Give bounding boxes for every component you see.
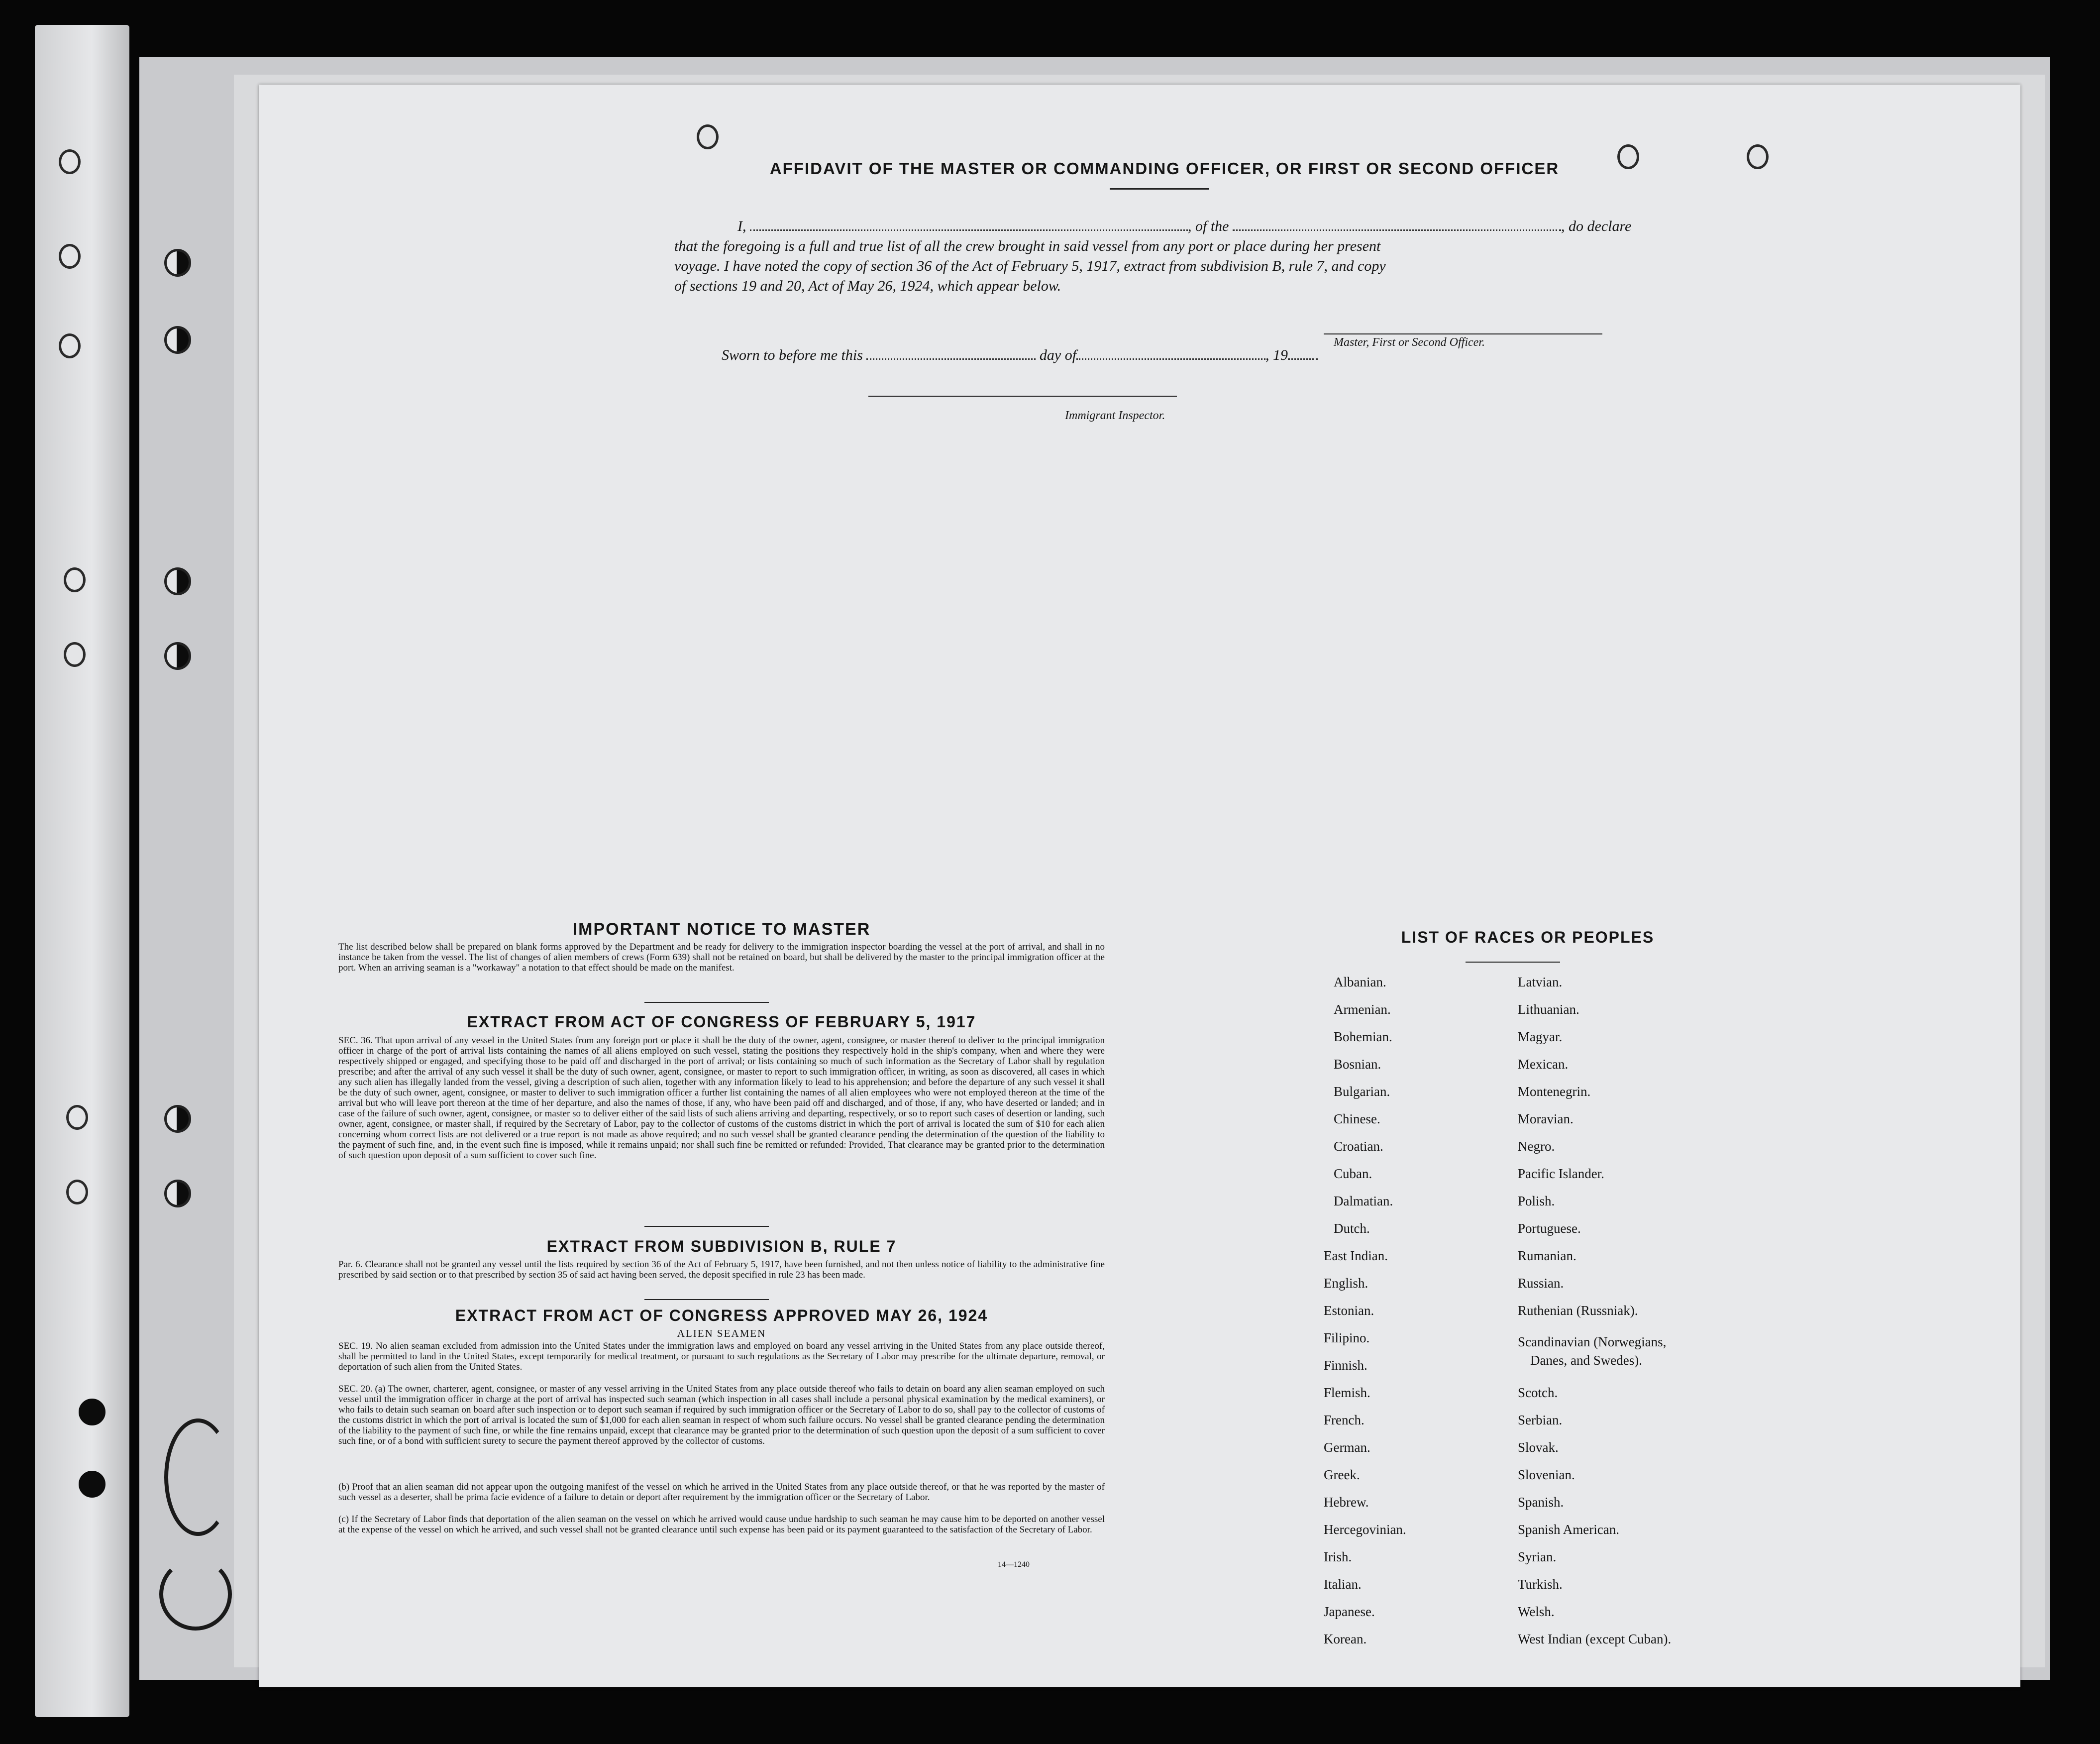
punch-hole-icon xyxy=(1747,144,1769,169)
race-item: Armenian. xyxy=(1334,1002,1391,1017)
form-number: 14—1240 xyxy=(998,1560,1030,1569)
extract-1917-text: SEC. 36. That upon arrival of any vessel in the United States from any foreign port or place it shall be the duty of the owner, agent, consignee, or master thereof to deliver to the principal immigration officer in charge of the port of arrival lists containing the names of all aliens employed on such vessel, stating the positions they respectively hold in the ship's company, when and where they were respectively shipped or engaged, and specifying those to be paid off and discharged in the port of arrival; or lists containing so much of such information as the Secretary of Labor shall by regulation prescribe; and after the arrival of any such vessel it shall be the duty of such owner, agent, consignee, or master to report to such immigration officer, in writing, as soon as discovered, all cases in which any such alien has illegally landed from the vessel, giving a description of such alien, together with any information likely to lead to his apprehension; and before the departure of any such vessel it shall be the duty of such owner, agent, consignee, or master to deliver to such immigration officer a further list containing the names of all alien employees who were not employed thereon at the time of the arrival but who will leave port thereon at the time of her departure, and also the names of those, if any, who have been paid off and discharged, and of those, if any, who have deserted or landed; and in case of the failure of such owner, agent, consignee, or master so to deliver either of the said lists of such aliens arriving and departing, respectively, or so to report such cases of desertion or landing, such owner, agent, consignee, or master shall, if required by the Secretary of Labor, pay to the collector of customs of the customs district in which the port of arrival is located the sum of $10 for each alien concerning whom correct lists are not delivered or a true report is not made as above required; and no such vessel shall be granted clearance pending the determination of the question of the liability to the payment of such fine, and, in the event such fine is imposed, while it remains unpaid; nor shall such fine be remitted or refunded: Provided, That clearance may be granted prior to the determination of such question upon deposit of a sum sufficient to cover such fine. xyxy=(338,1035,1105,1161)
divider xyxy=(644,1226,769,1227)
sworn-day-field[interactable] xyxy=(866,358,1036,360)
race-item: Finnish. xyxy=(1324,1358,1367,1373)
punch-hole-icon xyxy=(164,1180,191,1207)
race-item: West Indian (except Cuban). xyxy=(1518,1632,1672,1646)
extract-1924-sec20b: (b) Proof that an alien seaman did not appear upon the outgoing manifest of the vessel on which he arrived in the United States from any place outside thereof, or that he was reported by the master of such vessel as a deserter, shall be prima facie evidence of a failure to detain or deport after requirement by the immigration officer or the Secretary of Labor. xyxy=(338,1482,1105,1503)
race-item: Serbian. xyxy=(1518,1413,1563,1427)
inspector-signature-line[interactable] xyxy=(868,396,1177,397)
race-item: Filipino. xyxy=(1324,1330,1370,1345)
punch-hole-icon xyxy=(79,1399,105,1425)
race-item: Negro. xyxy=(1518,1139,1555,1154)
affidavit-i: I, xyxy=(737,218,746,234)
of-the-text: , of the xyxy=(1188,218,1229,234)
race-item: German. xyxy=(1324,1440,1370,1455)
ink-scribble xyxy=(164,1418,232,1536)
notice-heading: IMPORTANT NOTICE TO MASTER xyxy=(572,920,871,939)
race-item: French. xyxy=(1324,1413,1365,1427)
affidavit-title: AFFIDAVIT OF THE MASTER OR COMMANDING OFFICER, OR FIRST OR SECOND OFFICER xyxy=(769,159,1560,178)
extract-1917-heading: EXTRACT FROM ACT OF CONGRESS OF FEBRUARY 5, 1917 xyxy=(467,1013,976,1031)
race-item: Irish. xyxy=(1324,1549,1352,1564)
race-item: Russian. xyxy=(1518,1276,1564,1291)
inspector-signature-label: Immigrant Inspector. xyxy=(1065,409,1165,422)
extract-1924-heading: EXTRACT FROM ACT OF CONGRESS APPROVED MAY 26, 1924 xyxy=(455,1307,988,1324)
race-item: Montenegrin. xyxy=(1518,1084,1591,1099)
extract-1924-sec20a: SEC. 20. (a) The owner, charterer, agent, consignee, or master of any vessel arriving in the United States from any place outside thereof who fails to detain on board any alien seaman employed on such vessel until the immigration officer in charge at the port of arrival has inspected such seaman (which inspection in all cases shall include a personal physical examination by the medical examiners), or who fails to detain such seaman on board after such inspection or to deport such seaman if required by such immigration officer or the Secretary of Labor to do so, shall pay to the collector of customs of the customs district in which the port of arrival is located the sum of $1,000 for each alien seaman in respect of whom such failure occurs. No vessel shall be granted clearance pending the determination of the liability to the payment of such fine, or while the fine remains unpaid, except that clearance may be granted prior to the determination of such question upon the deposit of a sum sufficient to cover such fine, or of a bond with sufficient surety to secure the payment thereof approved by the collector of customs. xyxy=(338,1384,1105,1446)
sworn-line xyxy=(722,347,1418,364)
race-item: Estonian. xyxy=(1324,1303,1374,1318)
race-item: Rumanian. xyxy=(1518,1248,1576,1263)
year-prefix: , 19 xyxy=(1265,347,1288,363)
race-item: Bulgarian. xyxy=(1334,1084,1390,1099)
race-item: Latvian. xyxy=(1518,975,1563,989)
punch-hole-icon xyxy=(164,1105,191,1133)
race-item: Albanian. xyxy=(1334,975,1386,989)
races-heading: LIST OF RACES OR PEOPLES xyxy=(1401,928,1655,946)
race-item: Bohemian. xyxy=(1334,1029,1392,1044)
punch-hole-icon xyxy=(164,326,191,354)
punch-hole-icon xyxy=(697,124,719,149)
punch-hole-icon xyxy=(59,333,81,358)
divider xyxy=(1466,962,1560,963)
punch-hole-icon xyxy=(59,149,81,174)
punch-hole-icon xyxy=(64,567,86,592)
punch-hole-icon xyxy=(66,1180,88,1204)
race-item: Spanish American. xyxy=(1518,1522,1619,1537)
race-item: English. xyxy=(1324,1276,1368,1291)
race-item: Polish. xyxy=(1518,1194,1555,1208)
affidavit-line1 xyxy=(723,218,1648,235)
ink-scribble xyxy=(159,1558,232,1631)
race-item: Scotch. xyxy=(1518,1385,1558,1400)
day-of-text: day of xyxy=(1039,347,1077,363)
race-item: Bosnian. xyxy=(1334,1057,1381,1072)
divider xyxy=(644,1299,769,1300)
race-item: Japanese. xyxy=(1324,1604,1375,1619)
race-item: Korean. xyxy=(1324,1632,1367,1646)
binder-strip xyxy=(35,25,129,1717)
race-item: Dalmatian. xyxy=(1334,1194,1393,1208)
race-continuation: Danes, and Swedes). xyxy=(1530,1353,1642,1368)
race-item: Slovenian. xyxy=(1518,1467,1575,1482)
race-item: Welsh. xyxy=(1518,1604,1555,1619)
sworn-year-field[interactable] xyxy=(1288,358,1318,360)
sworn-month-field[interactable] xyxy=(1076,358,1265,360)
punch-hole-icon xyxy=(66,1105,88,1130)
race-item: Portuguese. xyxy=(1518,1221,1581,1236)
race-item: Slovak. xyxy=(1518,1440,1559,1455)
punch-hole-icon xyxy=(164,567,191,595)
vessel-field[interactable] xyxy=(1233,229,1561,231)
alien-seamen-subheading: ALIEN SEAMEN xyxy=(677,1327,766,1339)
rule7-text: Par. 6. Clearance shall not be granted any vessel until the lists required by section 36 of the Act of February 5, 1917, have been furnished, and not then unless notice of liability to the administrative fine prescribed by said section or to that prescribed by section 35 of said act having been served, the deposit specified in rule 23 has been made. xyxy=(338,1259,1105,1280)
rule7-heading: EXTRACT FROM SUBDIVISION B, RULE 7 xyxy=(546,1237,897,1255)
name-field[interactable] xyxy=(750,229,1188,231)
race-item: Lithuanian. xyxy=(1518,1002,1579,1017)
punch-hole-icon xyxy=(1617,144,1639,169)
race-item: Scandinavian (Norwegians, xyxy=(1518,1334,1667,1349)
form-page xyxy=(259,85,2020,1687)
extract-1924-sec19: SEC. 19. No alien seaman excluded from admission into the United States under the immigration laws and employed on board any vessel arriving in the United States from any place outside thereof, shall be permitted to land in the United States, except temporarily for medical treatment, or pursuant to such regulations as the Secretary of Labor may prescribe for the ultimate departure, removal, or deportation of such alien from the United States. xyxy=(338,1341,1105,1372)
race-item: Turkish. xyxy=(1518,1577,1563,1592)
master-signature-label: Master, First or Second Officer. xyxy=(1334,336,1485,349)
race-item: Mexican. xyxy=(1518,1057,1569,1072)
declare-text: , do declare xyxy=(1561,218,1632,234)
race-item: East Indian. xyxy=(1324,1248,1388,1263)
race-item: Spanish. xyxy=(1518,1495,1564,1510)
race-item: Magyar. xyxy=(1518,1029,1563,1044)
affidavit-line4: of sections 19 and 20, Act of May 26, 1924, which appear below. xyxy=(674,278,1061,294)
divider xyxy=(1110,188,1209,190)
race-item: Greek. xyxy=(1324,1467,1360,1482)
punch-hole-icon xyxy=(79,1471,105,1498)
divider xyxy=(644,1002,769,1003)
extract-1924-sec20c: (c) If the Secretary of Labor finds that deportation of the alien seaman on the vessel on which he arrived would cause undue hardship to such seaman he may cause him to be deported on another vessel at the expense of the vessel on which he arrived, and such vessel shall not be granted clearance until such expense has been paid or its payment guaranteed to the satisfaction of the Secretary of Labor. xyxy=(338,1514,1105,1535)
race-item: Ruthenian (Russniak). xyxy=(1518,1303,1638,1318)
race-item: Pacific Islander. xyxy=(1518,1166,1604,1181)
punch-hole-icon xyxy=(164,642,191,670)
race-item: Flemish. xyxy=(1324,1385,1370,1400)
punch-hole-icon xyxy=(59,244,81,269)
race-item: Chinese. xyxy=(1334,1111,1380,1126)
master-signature-line[interactable] xyxy=(1324,333,1602,334)
notice-text: The list described below shall be prepared on blank forms approved by the Department and be ready for delivery to the immigration inspector boarding the vessel at the port of arrival, and shall in no instance be taken from the vessel. The list of changes of alien members of crews (Form 639) shall not be retained on board, but shall be delivered by the master to the principal immigration officer at the port. When an arriving seaman is a "workaway" a notation to that effect should be made on the manifest. xyxy=(338,942,1105,973)
affidavit-line2: that the foregoing is a full and true list of all the crew brought in said vessel from any port or place during her present xyxy=(674,238,1381,254)
race-item: Syrian. xyxy=(1518,1549,1557,1564)
race-item: Hercegovinian. xyxy=(1324,1522,1406,1537)
sworn-text: Sworn to before me this xyxy=(722,347,863,363)
race-item: Dutch. xyxy=(1334,1221,1370,1236)
race-item: Cuban. xyxy=(1334,1166,1372,1181)
race-item: Hebrew. xyxy=(1324,1495,1369,1510)
race-item: Croatian. xyxy=(1334,1139,1383,1154)
affidavit-line3: voyage. I have noted the copy of section 36 of the Act of February 5, 1917, extract from subdivision B, rule 7, and copy xyxy=(674,258,1386,274)
race-item: Moravian. xyxy=(1518,1111,1574,1126)
punch-hole-icon xyxy=(64,642,86,667)
race-item: Italian. xyxy=(1324,1577,1362,1592)
punch-hole-icon xyxy=(164,249,191,277)
